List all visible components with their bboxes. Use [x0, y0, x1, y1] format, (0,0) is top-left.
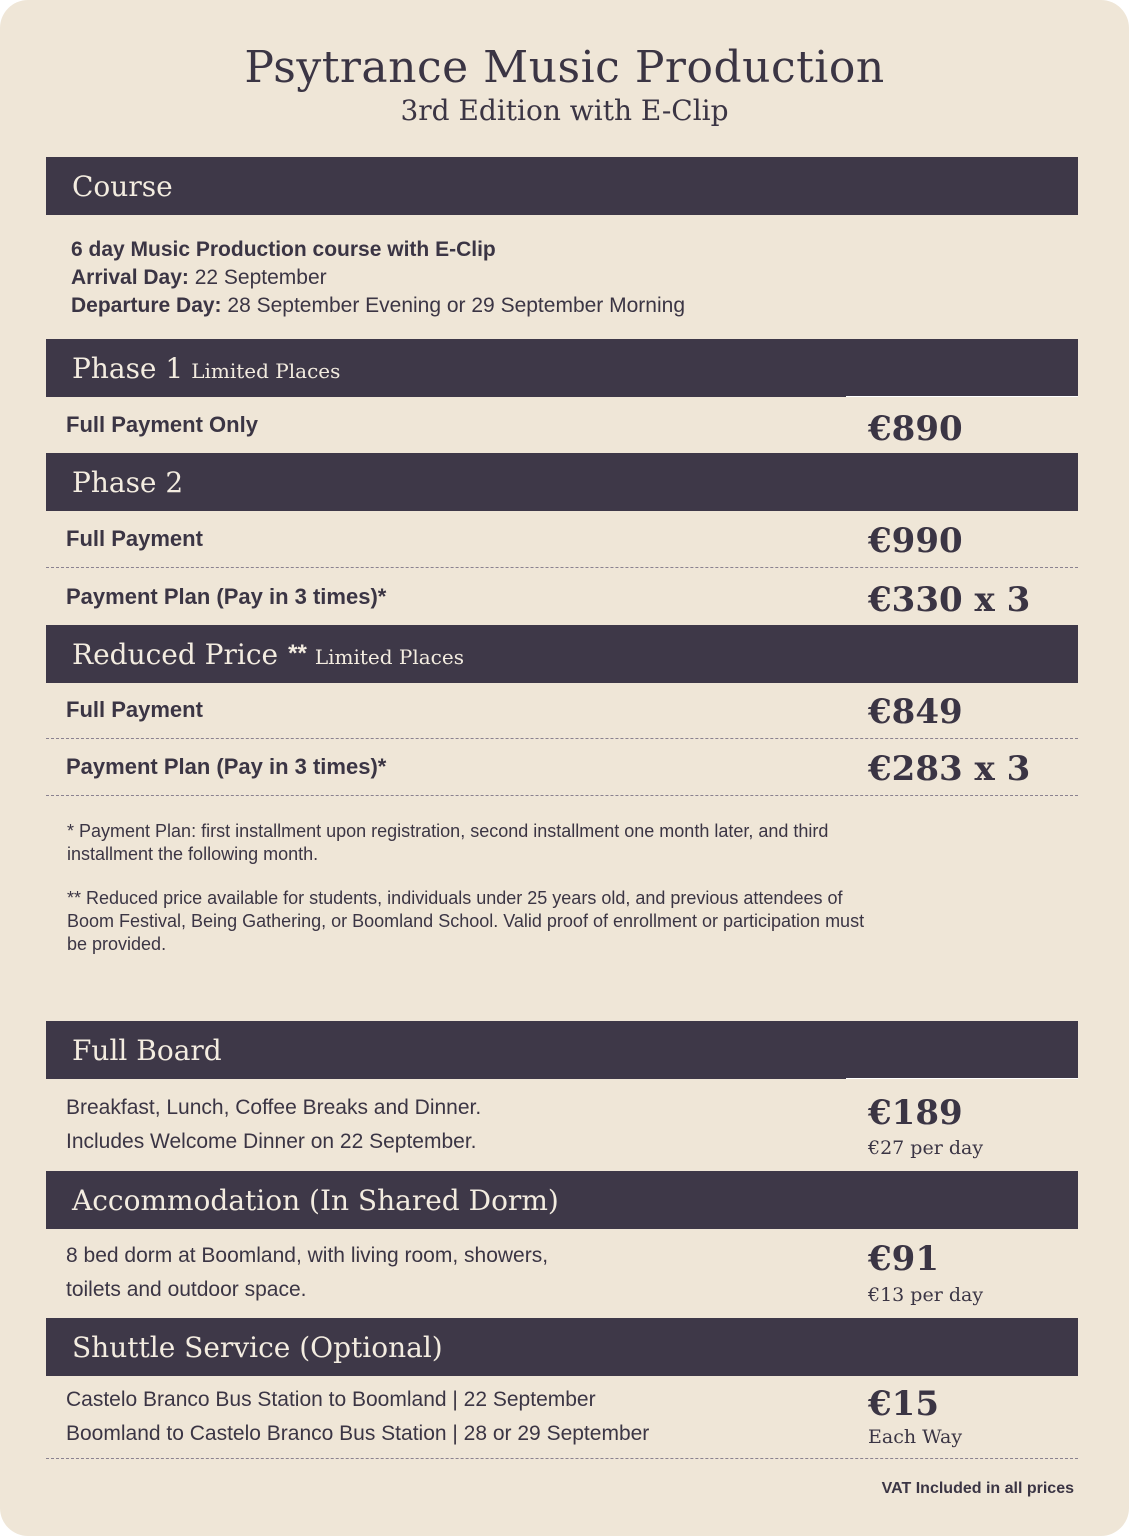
page-subtitle: 3rd Edition with E-Clip: [400, 94, 729, 127]
shuttle-each-way: Each Way: [868, 1426, 963, 1448]
payment-plan-note: * Payment Plan: first installment upon registration, second installment one month later, and third installment the following month.: [67, 821, 829, 864]
shuttle-line2: Boomland to Castelo Branco Bus Station | 28 or 29 September: [66, 1422, 650, 1445]
reduced-payment-plan-row: [46, 739, 1078, 796]
course-details: [71, 236, 685, 320]
accommodation-heading: Accommodation (In Shared Dorm): [72, 1183, 559, 1217]
reduced-limited-tag: Limited Places: [314, 645, 464, 669]
phase2-payment-plan-row: [46, 568, 1078, 624]
accommodation-description: [66, 1239, 548, 1307]
full-board-per-day: €27 per day: [868, 1137, 984, 1159]
reduced-stars: **: [288, 640, 307, 667]
arrival-value: 22 September: [188, 266, 327, 289]
shuttle-line1: Castelo Branco Bus Station to Boomland | 22 September: [66, 1388, 596, 1411]
row-price: €283 x 3: [868, 749, 1031, 789]
row-label: Full Payment: [66, 697, 203, 722]
course-section-header: [46, 157, 1078, 215]
full-board-description: [66, 1091, 481, 1159]
full-board-line2: Includes Welcome Dinner on 22 September.: [66, 1130, 477, 1153]
shuttle-section-header: [46, 1318, 1078, 1376]
accommodation-line1: 8 bed dorm at Boomland, with living room, showers,: [66, 1244, 549, 1267]
full-board-row: [46, 1079, 1078, 1171]
departure-value: 28 September Evening or 29 September Morning: [221, 294, 685, 317]
arrival-label: Arrival Day:: [71, 266, 189, 289]
row-label: Payment Plan (Pay in 3 times)*: [66, 584, 387, 609]
accommodation-row: [46, 1229, 1078, 1319]
vat-note: VAT Included in all prices: [881, 1480, 1074, 1497]
row-price: €849: [868, 692, 963, 732]
shuttle-row: [46, 1376, 1078, 1459]
phase2-section-header: [46, 453, 1078, 511]
accommodation-per-day: €13 per day: [868, 1284, 984, 1306]
row-label: Full Payment: [66, 526, 203, 551]
phase1-limited-tag: Limited Places: [191, 359, 341, 383]
reduced-full-payment-row: [46, 682, 1078, 739]
accommodation-section-header: [46, 1171, 1078, 1229]
phase2-heading: Phase 2: [72, 465, 184, 499]
course-heading: Course: [72, 169, 173, 203]
accommodation-line2: toilets and outdoor space.: [66, 1278, 307, 1301]
departure-label: Departure Day:: [71, 294, 222, 317]
row-label: Payment Plan (Pay in 3 times)*: [66, 754, 387, 779]
shuttle-price: €15: [868, 1384, 939, 1424]
shuttle-heading: Shuttle Service (Optional): [72, 1330, 443, 1364]
reduced-price-note: ** Reduced price available for students, individuals under 25 years old, and previous attendees of Boom Festival, Being Gathering, or Boomland School. Valid proof of enrollment or participation must be provided.: [67, 888, 865, 954]
full-board-section-header: [46, 1021, 1078, 1079]
course-description: 6 day Music Production course with E-Clip: [71, 238, 496, 261]
full-board-price: €189: [868, 1093, 963, 1133]
accommodation-price: €91: [868, 1239, 939, 1279]
row-label: Full Payment Only: [66, 412, 258, 437]
row-price: €990: [868, 521, 963, 561]
shuttle-description: [66, 1383, 649, 1451]
phase1-full-payment-row: [46, 397, 1078, 453]
page-title: Psytrance Music Production: [244, 42, 885, 93]
reduced-heading: Reduced Price: [72, 637, 279, 671]
phase1-section-header: [46, 339, 1078, 397]
full-board-heading: Full Board: [72, 1033, 222, 1067]
row-price: €330 x 3: [868, 580, 1031, 620]
phase2-full-payment-row: [46, 511, 1078, 568]
phase1-heading: Phase 1: [72, 351, 184, 385]
reduced-section-header: [46, 625, 1078, 683]
row-price: €890: [868, 409, 963, 449]
full-board-line1: Breakfast, Lunch, Coffee Breaks and Dinner.: [66, 1096, 482, 1119]
